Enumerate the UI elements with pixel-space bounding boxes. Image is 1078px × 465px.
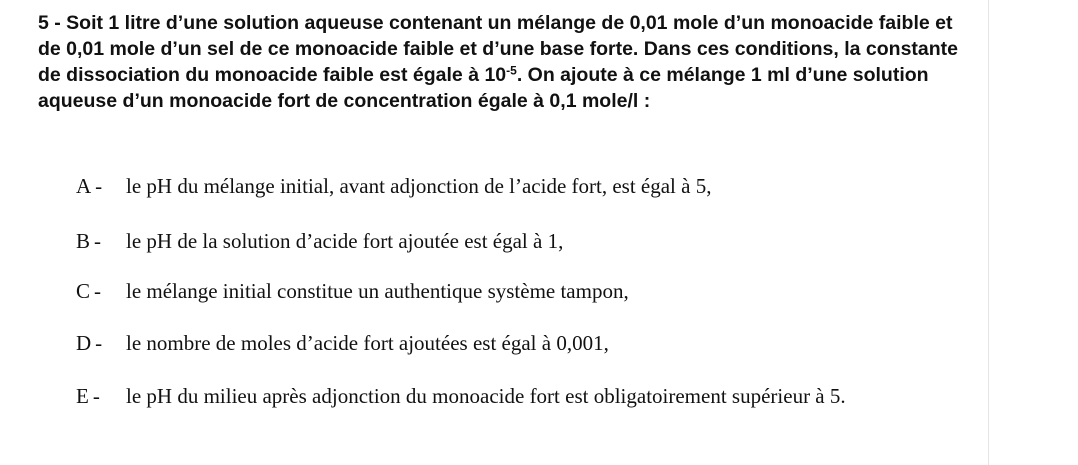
option-dash: - [94, 229, 102, 253]
option-letter-text: A [76, 174, 92, 198]
option-letter-text: B [76, 229, 91, 253]
option-text: le pH du milieu après adjonction du monoacide fort est obligatoirement supérieur à 5. [126, 384, 846, 408]
option-letter [76, 382, 126, 410]
option-letter-text: D [76, 331, 92, 355]
page-edge-divider [988, 0, 989, 465]
option-letter-text: C [76, 279, 91, 303]
option-letter [76, 227, 126, 255]
question-text-after: . On ajoute à ce mélange 1 ml d’une solution aqueuse d’un monoacide fort de concentration égale à 0,1 mole/l : [38, 64, 929, 112]
option-dash: - [95, 174, 103, 198]
option-letter [76, 329, 126, 357]
option-a [76, 172, 711, 200]
option-letter [76, 172, 126, 200]
option-dash: - [94, 279, 102, 303]
option-text: le mélange initial constitue un authentique système tampon, [126, 279, 629, 303]
option-d [76, 329, 609, 357]
option-text: le pH de la solution d’acide fort ajoutée est égal à 1, [126, 229, 564, 253]
option-text: le pH du mélange initial, avant adjonction de l’acide fort, est égal à 5, [126, 174, 712, 198]
power-base: 10 [484, 64, 507, 86]
option-c [76, 277, 629, 305]
question-statement [38, 10, 978, 114]
option-letter-text: E [76, 384, 89, 408]
option-e [76, 382, 846, 410]
question-text-before: 5 - Soit 1 litre d’une solution aqueuse contenant un mélange de 0,01 mole d’un monoacide faible et de 0,01 mole d’un sel de ce monoacide faible et d’une base forte. Dans ces conditions, la constante de dissociation du monoacide faible est égale à [38, 12, 959, 86]
option-dash: - [95, 331, 103, 355]
power-exponent: -5 [506, 63, 517, 78]
option-text: le nombre de moles d’acide fort ajoutées est égal à 0,001, [126, 331, 609, 355]
option-dash: - [92, 384, 100, 408]
option-b [76, 227, 563, 255]
option-letter [76, 277, 126, 305]
